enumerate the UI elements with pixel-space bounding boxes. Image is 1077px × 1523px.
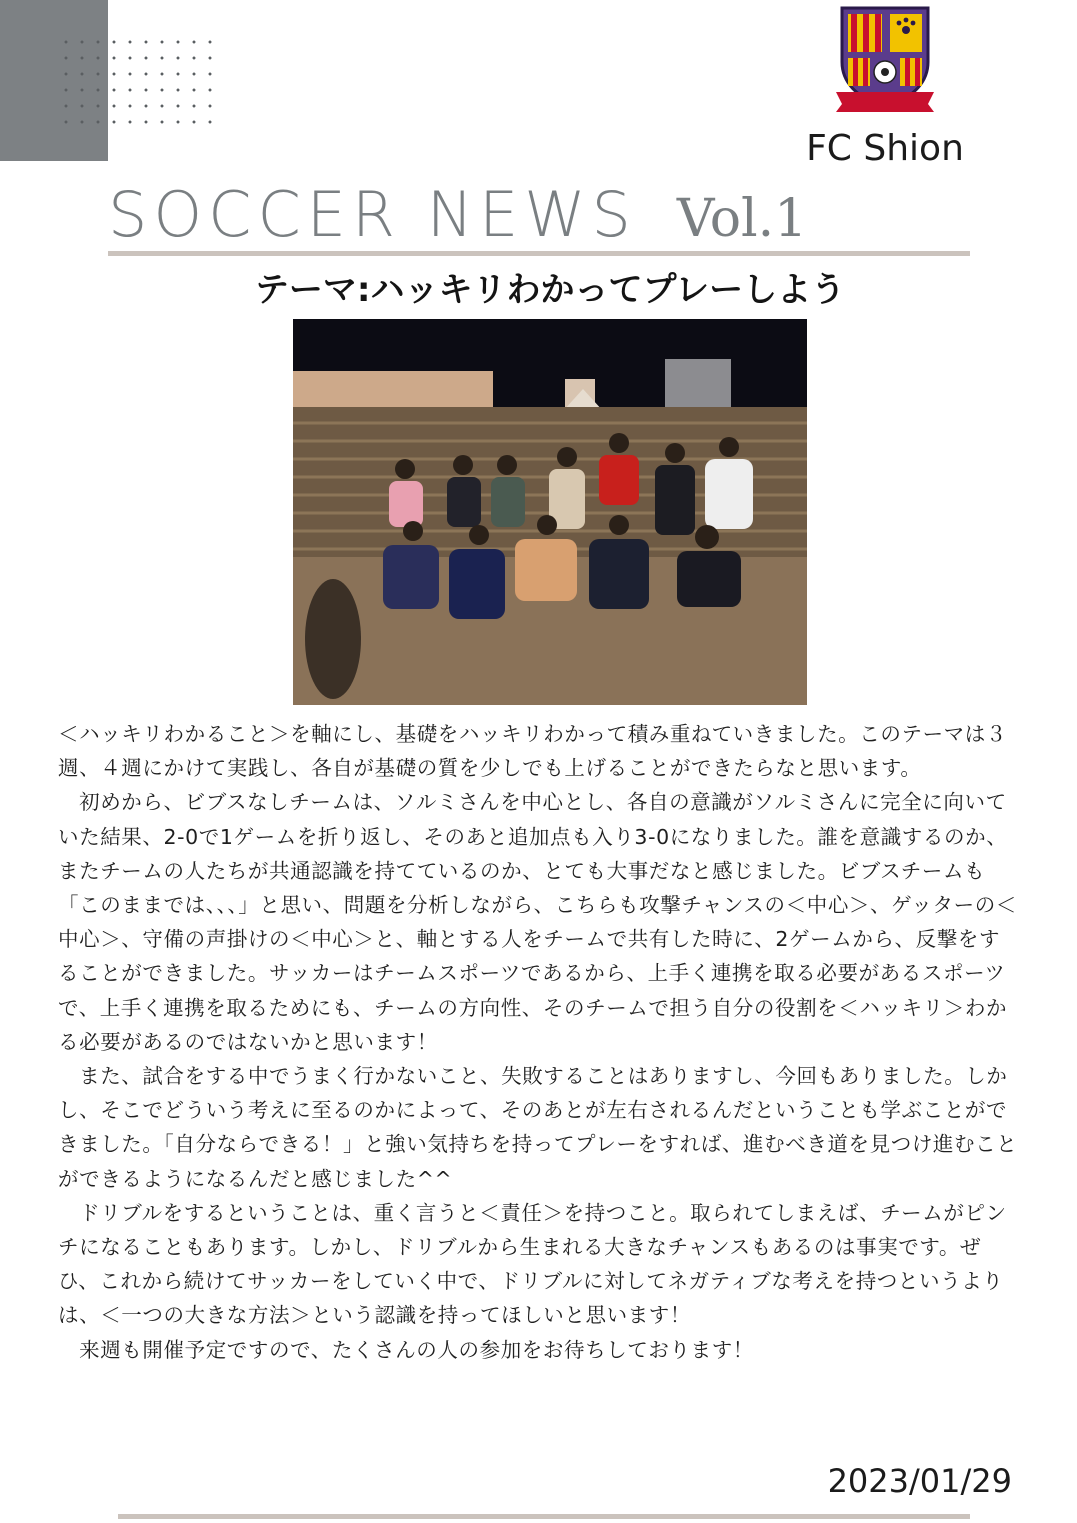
theme-heading: テーマ:ハッキリわかってプレーしよう [254, 270, 846, 310]
volume-label: Vol.1 [676, 189, 808, 249]
top-divider [108, 251, 970, 256]
article-paragraph: ドリブルをするということは、重く言うと＜責任＞を持つこと。取られてしまえば、チームがピンチになることもあります。しかし、ドリブルから生まれる大きなチャンスもあるのは事実です。ぜひ、これから続けてサッカーをしていく中で、ドリブルに対してネガティブな考えを持つというよりは、＜一つの大きな方法＞という認識を持ってほしいと思います！ [58, 1200, 1007, 1328]
article-body [58, 717, 1018, 1367]
club-name: FC Shion [806, 128, 964, 169]
team-group-photo [293, 319, 807, 705]
dot-grid-decoration [58, 34, 218, 124]
article-paragraph: 来週も開催予定ですので、たくさんの人の参加をお待ちしております！ [58, 1337, 754, 1362]
team-crest-icon [832, 4, 938, 114]
article-paragraph: ＜ハッキリわかること＞を軸にし、基礎をハッキリわかって積み重ねていきました。このテーマは３週、４週にかけて実践し、各自が基礎の質を少しでも上げることができたらなと思います。 [58, 722, 1007, 781]
newsletter-title [108, 178, 828, 251]
title-main: SOCCER NEWS [108, 178, 637, 251]
bottom-divider [118, 1514, 970, 1519]
article-paragraph: 初めから、ビブスなしチームは、ソルミさんを中心とし、各自の意識がソルミさんに完全に向いていた結果、2-0で1ゲームを折り返し、そのあと追加点も入り3-0になりました。誰を意識するのか、またチームの人たちが共通認識を持てているのか、とても大事だなと感じました。ビブスチームも「このままでは、、、」と思い、問題を分析しながら、こちらも攻撃チャンスの＜中心＞、ゲッターの＜中心＞、守備の声掛けの＜中心＞と、軸とする人をチームで共有した時に、2ゲームから、反撃をすることができました。サッカーはチームスポーツであるから、上手く連携を取る必要があるスポーツで、上手く連携を取るためにも、チームの方向性、そのチームで担う自分の役割を＜ハッキリ＞わかる必要があるのではないかと思います！ [58, 790, 1017, 1054]
article-paragraph: また、試合をする中でうまく行かないこと、失敗することはありますし、今回もありました。しかし、そこでどういう考えに至るのかによって、そのあとが左右されるんだということも学ぶことができました。「自分ならできる！」と強い気持ちを持ってプレーをすれば、進むべき道を見つけ進むことができるようになるんだと感じました^^ [58, 1064, 1018, 1191]
issue-date: 2023/01/29 [827, 1462, 1012, 1500]
